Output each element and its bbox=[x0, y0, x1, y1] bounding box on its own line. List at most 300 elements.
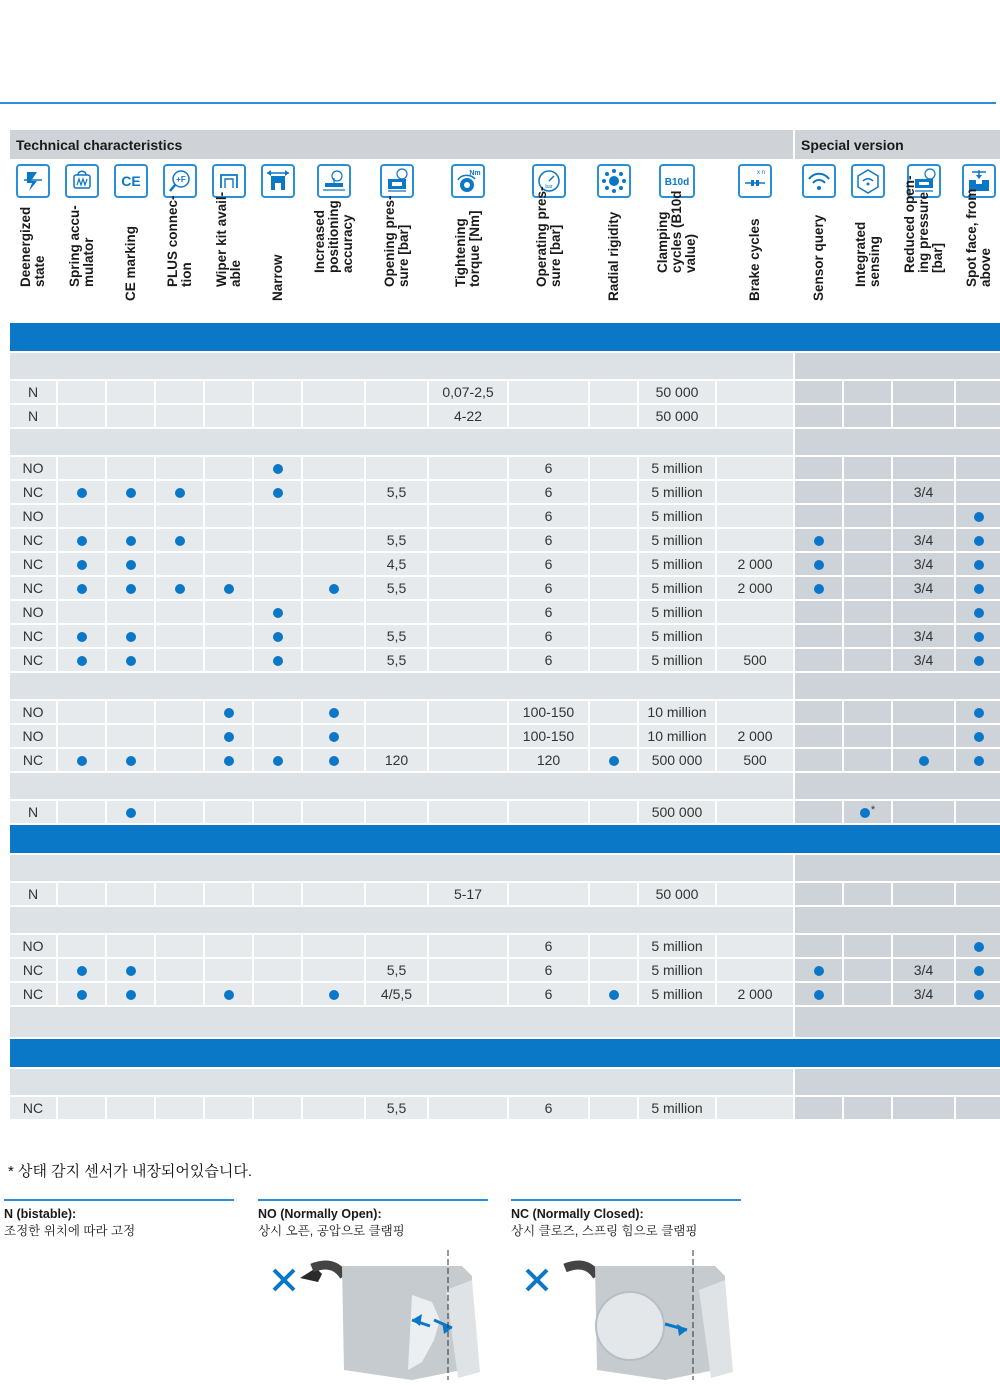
state-cell: NO bbox=[10, 505, 56, 527]
column-label-cell bbox=[303, 200, 364, 321]
table-cell bbox=[717, 457, 793, 479]
table-cell bbox=[58, 959, 105, 981]
table-cell bbox=[205, 935, 252, 957]
table-cell: 6 bbox=[509, 457, 588, 479]
table-cell: 6 bbox=[509, 959, 588, 981]
feature-dot bbox=[974, 990, 984, 1000]
table-cell bbox=[107, 381, 154, 403]
table-cell bbox=[156, 725, 203, 747]
table-cell bbox=[893, 601, 954, 623]
table-cell bbox=[956, 529, 1000, 551]
table-cell bbox=[107, 935, 154, 957]
column-label: Wiper kit avail- able bbox=[213, 191, 243, 287]
table-cell: 6 bbox=[509, 577, 588, 599]
table-cell bbox=[893, 505, 954, 527]
table-cell bbox=[844, 481, 891, 503]
table-cell bbox=[717, 935, 793, 957]
legend-nc-title: NC (Normally Closed): bbox=[511, 1207, 644, 1221]
table-cell bbox=[58, 1097, 105, 1119]
state-cell: N bbox=[10, 405, 56, 427]
table-cell bbox=[303, 649, 364, 671]
state-cell: NC bbox=[10, 577, 56, 599]
table-cell bbox=[956, 959, 1000, 981]
table-cell bbox=[303, 625, 364, 647]
column-label-cell bbox=[366, 195, 427, 321]
subsection-special-cell bbox=[795, 1007, 1000, 1037]
table-cell bbox=[205, 883, 252, 905]
column-label-cell bbox=[58, 203, 105, 321]
table-cell: 5,5 bbox=[366, 481, 427, 503]
subsection-band bbox=[10, 1069, 1000, 1095]
table-cell bbox=[590, 625, 637, 647]
asterisk-mark: * bbox=[870, 804, 876, 816]
section-band-cell bbox=[10, 1039, 1000, 1067]
table-cell bbox=[893, 801, 954, 823]
feature-dot bbox=[126, 560, 136, 570]
feature-dot bbox=[814, 560, 824, 570]
table-cell bbox=[429, 749, 507, 771]
table-cell bbox=[956, 935, 1000, 957]
table-cell bbox=[107, 529, 154, 551]
table-cell: 50 000 bbox=[639, 381, 715, 403]
column-label: Brake cycles bbox=[747, 218, 762, 301]
table-cell bbox=[156, 505, 203, 527]
table-cell bbox=[156, 405, 203, 427]
table-cell bbox=[366, 601, 427, 623]
table-cell bbox=[205, 649, 252, 671]
table-cell bbox=[795, 381, 842, 403]
feature-dot bbox=[126, 488, 136, 498]
table-cell bbox=[303, 405, 364, 427]
subsection-cell bbox=[10, 1069, 793, 1095]
table-cell bbox=[893, 457, 954, 479]
table-cell: 5 million bbox=[639, 553, 715, 575]
table-cell: 3/4 bbox=[893, 577, 954, 599]
feature-dot bbox=[126, 808, 136, 818]
column-label-cell bbox=[717, 203, 793, 321]
section-band-cell bbox=[10, 825, 1000, 853]
feature-dot bbox=[974, 584, 984, 594]
table-cell bbox=[590, 457, 637, 479]
table-cell bbox=[107, 577, 154, 599]
feature-dot bbox=[329, 584, 339, 594]
table-cell bbox=[156, 749, 203, 771]
feature-dot bbox=[273, 464, 283, 474]
table-cell: 3/4 bbox=[893, 481, 954, 503]
table-cell bbox=[107, 481, 154, 503]
table-cell bbox=[429, 959, 507, 981]
table-cell bbox=[366, 505, 427, 527]
table-cell bbox=[254, 649, 301, 671]
table-cell bbox=[795, 529, 842, 551]
table-cell bbox=[717, 801, 793, 823]
table-cell: 2 000 bbox=[717, 553, 793, 575]
svg-text:CE: CE bbox=[120, 173, 141, 189]
column-label-cell bbox=[639, 190, 715, 321]
table-cell bbox=[956, 505, 1000, 527]
table-cell bbox=[844, 701, 891, 723]
table-cell: 0,07-2,5 bbox=[429, 381, 507, 403]
table-cell bbox=[717, 529, 793, 551]
table-cell bbox=[254, 801, 301, 823]
table-cell bbox=[844, 457, 891, 479]
subsection-special-cell bbox=[795, 773, 1000, 799]
table-cell bbox=[156, 481, 203, 503]
table-cell bbox=[893, 381, 954, 403]
column-label: Increased positioning accuracy bbox=[311, 200, 355, 273]
table-cell bbox=[956, 577, 1000, 599]
table-cell bbox=[844, 959, 891, 981]
table-cell bbox=[590, 553, 637, 575]
state-cell: NC bbox=[10, 749, 56, 771]
table-cell bbox=[205, 801, 252, 823]
subsection-special-cell bbox=[795, 353, 1000, 379]
subsection-cell bbox=[10, 673, 793, 699]
feature-dot bbox=[224, 732, 234, 742]
table-cell: 5,5 bbox=[366, 1097, 427, 1119]
state-cell: NC bbox=[10, 625, 56, 647]
table-cell bbox=[844, 649, 891, 671]
table-cell bbox=[844, 983, 891, 1005]
feature-dot bbox=[273, 632, 283, 642]
feature-dot bbox=[175, 536, 185, 546]
column-label: Reduced open- ing pressure [bar] bbox=[901, 175, 945, 273]
feature-dot bbox=[77, 990, 87, 1000]
table-row bbox=[10, 553, 1000, 575]
subsection-special-cell bbox=[795, 855, 1000, 881]
subsection-cell bbox=[10, 855, 793, 881]
table-cell bbox=[844, 749, 891, 771]
table-cell bbox=[956, 701, 1000, 723]
table-cell bbox=[156, 883, 203, 905]
table-cell bbox=[58, 749, 105, 771]
table-cell bbox=[590, 801, 637, 823]
table-cell bbox=[956, 649, 1000, 671]
table-cell bbox=[303, 959, 364, 981]
table-row bbox=[10, 505, 1000, 527]
state-cell: NC bbox=[10, 959, 56, 981]
table-cell: 5 million bbox=[639, 983, 715, 1005]
table-cell: 3/4 bbox=[893, 983, 954, 1005]
state-cell: NC bbox=[10, 529, 56, 551]
table-row bbox=[10, 749, 1000, 771]
table-cell: 6 bbox=[509, 625, 588, 647]
table-cell bbox=[590, 749, 637, 771]
state-cell: N bbox=[10, 883, 56, 905]
table-cell: 5,5 bbox=[366, 625, 427, 647]
subsection-special-cell bbox=[795, 429, 1000, 455]
feature-dot bbox=[974, 656, 984, 666]
feature-dot bbox=[974, 560, 984, 570]
table-cell: 5 million bbox=[639, 601, 715, 623]
table-row bbox=[10, 801, 1000, 823]
table-cell bbox=[366, 801, 427, 823]
table-cell bbox=[844, 505, 891, 527]
table-cell: 120 bbox=[509, 749, 588, 771]
table-cell bbox=[254, 529, 301, 551]
table-cell bbox=[58, 481, 105, 503]
table-cell bbox=[795, 553, 842, 575]
table-row bbox=[10, 959, 1000, 981]
table-cell: 5 million bbox=[639, 457, 715, 479]
table-cell bbox=[429, 725, 507, 747]
table-cell bbox=[956, 883, 1000, 905]
feature-dot bbox=[974, 756, 984, 766]
table-cell: 6 bbox=[509, 601, 588, 623]
state-cell: NC bbox=[10, 1097, 56, 1119]
column-label-cell bbox=[795, 203, 842, 321]
table-cell bbox=[509, 405, 588, 427]
table-cell bbox=[717, 381, 793, 403]
table-cell bbox=[956, 1097, 1000, 1119]
table-cell bbox=[429, 625, 507, 647]
table-cell bbox=[795, 701, 842, 723]
table-cell bbox=[254, 725, 301, 747]
table-cell bbox=[795, 505, 842, 527]
subsection-band bbox=[10, 673, 1000, 699]
section-band bbox=[10, 323, 1000, 351]
table-cell: 2 000 bbox=[717, 577, 793, 599]
table-cell bbox=[107, 649, 154, 671]
feature-dot bbox=[77, 536, 87, 546]
feature-dot bbox=[77, 584, 87, 594]
column-label: Tightening torque [Nm] bbox=[453, 210, 482, 287]
subsection-band bbox=[10, 907, 1000, 933]
table-cell: 3/4 bbox=[893, 649, 954, 671]
table-cell bbox=[956, 381, 1000, 403]
table-cell bbox=[366, 883, 427, 905]
legend-nc-desc: 상시 클로즈, 스프링 힘으로 클램핑 bbox=[511, 1224, 698, 1238]
table-cell bbox=[844, 935, 891, 957]
table-cell bbox=[844, 1097, 891, 1119]
table-cell: 10 million bbox=[639, 701, 715, 723]
table-row bbox=[10, 577, 1000, 599]
column-label-cell bbox=[107, 203, 154, 321]
table-cell bbox=[429, 801, 507, 823]
table-cell bbox=[58, 529, 105, 551]
table-cell bbox=[156, 801, 203, 823]
table-cell bbox=[366, 935, 427, 957]
table-cell bbox=[107, 405, 154, 427]
subsection-band bbox=[10, 855, 1000, 881]
svg-text:+F: +F bbox=[175, 175, 186, 184]
table-cell bbox=[107, 625, 154, 647]
feature-dot bbox=[126, 632, 136, 642]
table-cell bbox=[844, 601, 891, 623]
table-cell bbox=[590, 529, 637, 551]
feature-dot bbox=[974, 708, 984, 718]
column-label: PLUS connec- tion bbox=[164, 195, 194, 287]
table-cell bbox=[58, 801, 105, 823]
table-cell: 500 000 bbox=[639, 801, 715, 823]
table-cell bbox=[156, 649, 203, 671]
table-cell: 5 million bbox=[639, 649, 715, 671]
table-cell: 500 000 bbox=[639, 749, 715, 771]
legend-no-desc: 상시 오픈, 공압으로 클램핑 bbox=[258, 1224, 405, 1238]
table-row bbox=[10, 935, 1000, 957]
table-cell bbox=[303, 481, 364, 503]
table-cell bbox=[303, 457, 364, 479]
table-cell bbox=[844, 381, 891, 403]
table-cell bbox=[303, 529, 364, 551]
table-cell bbox=[107, 959, 154, 981]
table-cell: 6 bbox=[509, 505, 588, 527]
table-cell bbox=[156, 935, 203, 957]
feature-dot bbox=[224, 990, 234, 1000]
table-cell bbox=[205, 959, 252, 981]
table-cell bbox=[205, 457, 252, 479]
table-cell: 5 million bbox=[639, 625, 715, 647]
table-cell: 5-17 bbox=[429, 883, 507, 905]
column-label: CE marking bbox=[122, 225, 138, 301]
top-rule bbox=[0, 102, 996, 104]
table-cell bbox=[107, 749, 154, 771]
table-cell bbox=[795, 935, 842, 957]
svg-text:bar: bar bbox=[544, 184, 553, 190]
table-cell bbox=[205, 983, 252, 1005]
legend-nc bbox=[511, 1199, 741, 1239]
table-row bbox=[10, 405, 1000, 427]
table-cell bbox=[205, 601, 252, 623]
table-cell bbox=[156, 959, 203, 981]
table-cell bbox=[366, 405, 427, 427]
table-cell: 6 bbox=[509, 529, 588, 551]
table-cell bbox=[717, 405, 793, 427]
subsection-band bbox=[10, 429, 1000, 455]
table-cell bbox=[156, 1097, 203, 1119]
table-cell bbox=[58, 505, 105, 527]
table-cell bbox=[254, 883, 301, 905]
state-cell: NC bbox=[10, 481, 56, 503]
table-cell bbox=[303, 725, 364, 747]
feature-dot bbox=[77, 966, 87, 976]
table-cell: 2 000 bbox=[717, 983, 793, 1005]
table-cell: 5 million bbox=[639, 935, 715, 957]
feature-dot bbox=[329, 756, 339, 766]
table-cell bbox=[205, 381, 252, 403]
table-cell bbox=[303, 749, 364, 771]
table-cell bbox=[429, 505, 507, 527]
table-cell bbox=[956, 983, 1000, 1005]
subsection-band bbox=[10, 353, 1000, 379]
table-cell bbox=[893, 935, 954, 957]
subsection-cell bbox=[10, 429, 793, 455]
table-cell bbox=[795, 405, 842, 427]
table-cell bbox=[717, 625, 793, 647]
table-cell bbox=[254, 601, 301, 623]
table-cell bbox=[717, 601, 793, 623]
column-label-cell bbox=[844, 203, 891, 321]
table-cell bbox=[795, 457, 842, 479]
subsection-cell bbox=[10, 353, 793, 379]
state-cell: NO bbox=[10, 701, 56, 723]
table-cell bbox=[254, 505, 301, 527]
column-label-cell bbox=[429, 203, 507, 321]
table-cell bbox=[58, 601, 105, 623]
table-cell bbox=[156, 601, 203, 623]
table-cell bbox=[107, 553, 154, 575]
table-cell bbox=[205, 405, 252, 427]
table-cell bbox=[107, 601, 154, 623]
table-cell bbox=[844, 725, 891, 747]
feature-dot bbox=[609, 990, 619, 1000]
table-cell bbox=[429, 701, 507, 723]
table-cell bbox=[58, 625, 105, 647]
table-cell bbox=[107, 701, 154, 723]
table-cell bbox=[429, 577, 507, 599]
feature-dot bbox=[974, 512, 984, 522]
table-cell bbox=[303, 883, 364, 905]
column-label-cell bbox=[893, 175, 954, 321]
table-cell bbox=[107, 505, 154, 527]
table-cell bbox=[303, 601, 364, 623]
table-cell bbox=[107, 1097, 154, 1119]
table-cell bbox=[893, 1097, 954, 1119]
table-cell bbox=[844, 801, 891, 823]
table-cell bbox=[254, 553, 301, 575]
column-label: Sensor query bbox=[810, 214, 826, 301]
feature-dot bbox=[814, 584, 824, 594]
feature-dot bbox=[77, 632, 87, 642]
table-cell bbox=[254, 959, 301, 981]
b10d-icon-text: B10d bbox=[664, 177, 690, 188]
brake-cycles-icon-text: x n bbox=[756, 170, 766, 176]
table-cell bbox=[156, 381, 203, 403]
normally-closed-illustration bbox=[515, 1250, 745, 1380]
feature-dot bbox=[175, 488, 185, 498]
feature-dot bbox=[974, 966, 984, 976]
table-cell bbox=[717, 701, 793, 723]
column-label-cell bbox=[509, 186, 588, 321]
subsection-special-cell bbox=[795, 1069, 1000, 1095]
subsection-cell bbox=[10, 907, 793, 933]
normally-open-illustration bbox=[262, 1250, 492, 1380]
section-band bbox=[10, 825, 1000, 853]
feature-dot bbox=[175, 584, 185, 594]
feature-dot bbox=[273, 656, 283, 666]
table-cell bbox=[717, 481, 793, 503]
table-cell bbox=[107, 801, 154, 823]
table-cell bbox=[205, 725, 252, 747]
table-cell bbox=[893, 883, 954, 905]
table-row bbox=[10, 1097, 1000, 1119]
table-cell bbox=[893, 749, 954, 771]
table-cell bbox=[717, 883, 793, 905]
table-cell bbox=[717, 1097, 793, 1119]
state-cell: NO bbox=[10, 457, 56, 479]
table-cell bbox=[156, 625, 203, 647]
table-cell bbox=[303, 983, 364, 1005]
table-cell bbox=[956, 625, 1000, 647]
table-cell bbox=[366, 457, 427, 479]
table-cell bbox=[590, 649, 637, 671]
column-label-cell bbox=[10, 203, 56, 321]
table-cell bbox=[509, 883, 588, 905]
legend-no-title: NO (Normally Open): bbox=[258, 1207, 382, 1221]
table-cell: 4/5,5 bbox=[366, 983, 427, 1005]
table-row bbox=[10, 649, 1000, 671]
table-cell: 6 bbox=[509, 649, 588, 671]
table-cell bbox=[956, 481, 1000, 503]
column-label-cell bbox=[590, 203, 637, 321]
special-version-header: Special version bbox=[795, 130, 1000, 159]
table-cell: 500 bbox=[717, 649, 793, 671]
spec-table bbox=[8, 128, 1000, 1121]
table-row bbox=[10, 481, 1000, 503]
state-cell: NO bbox=[10, 601, 56, 623]
feature-dot bbox=[77, 756, 87, 766]
state-cell: N bbox=[10, 381, 56, 403]
